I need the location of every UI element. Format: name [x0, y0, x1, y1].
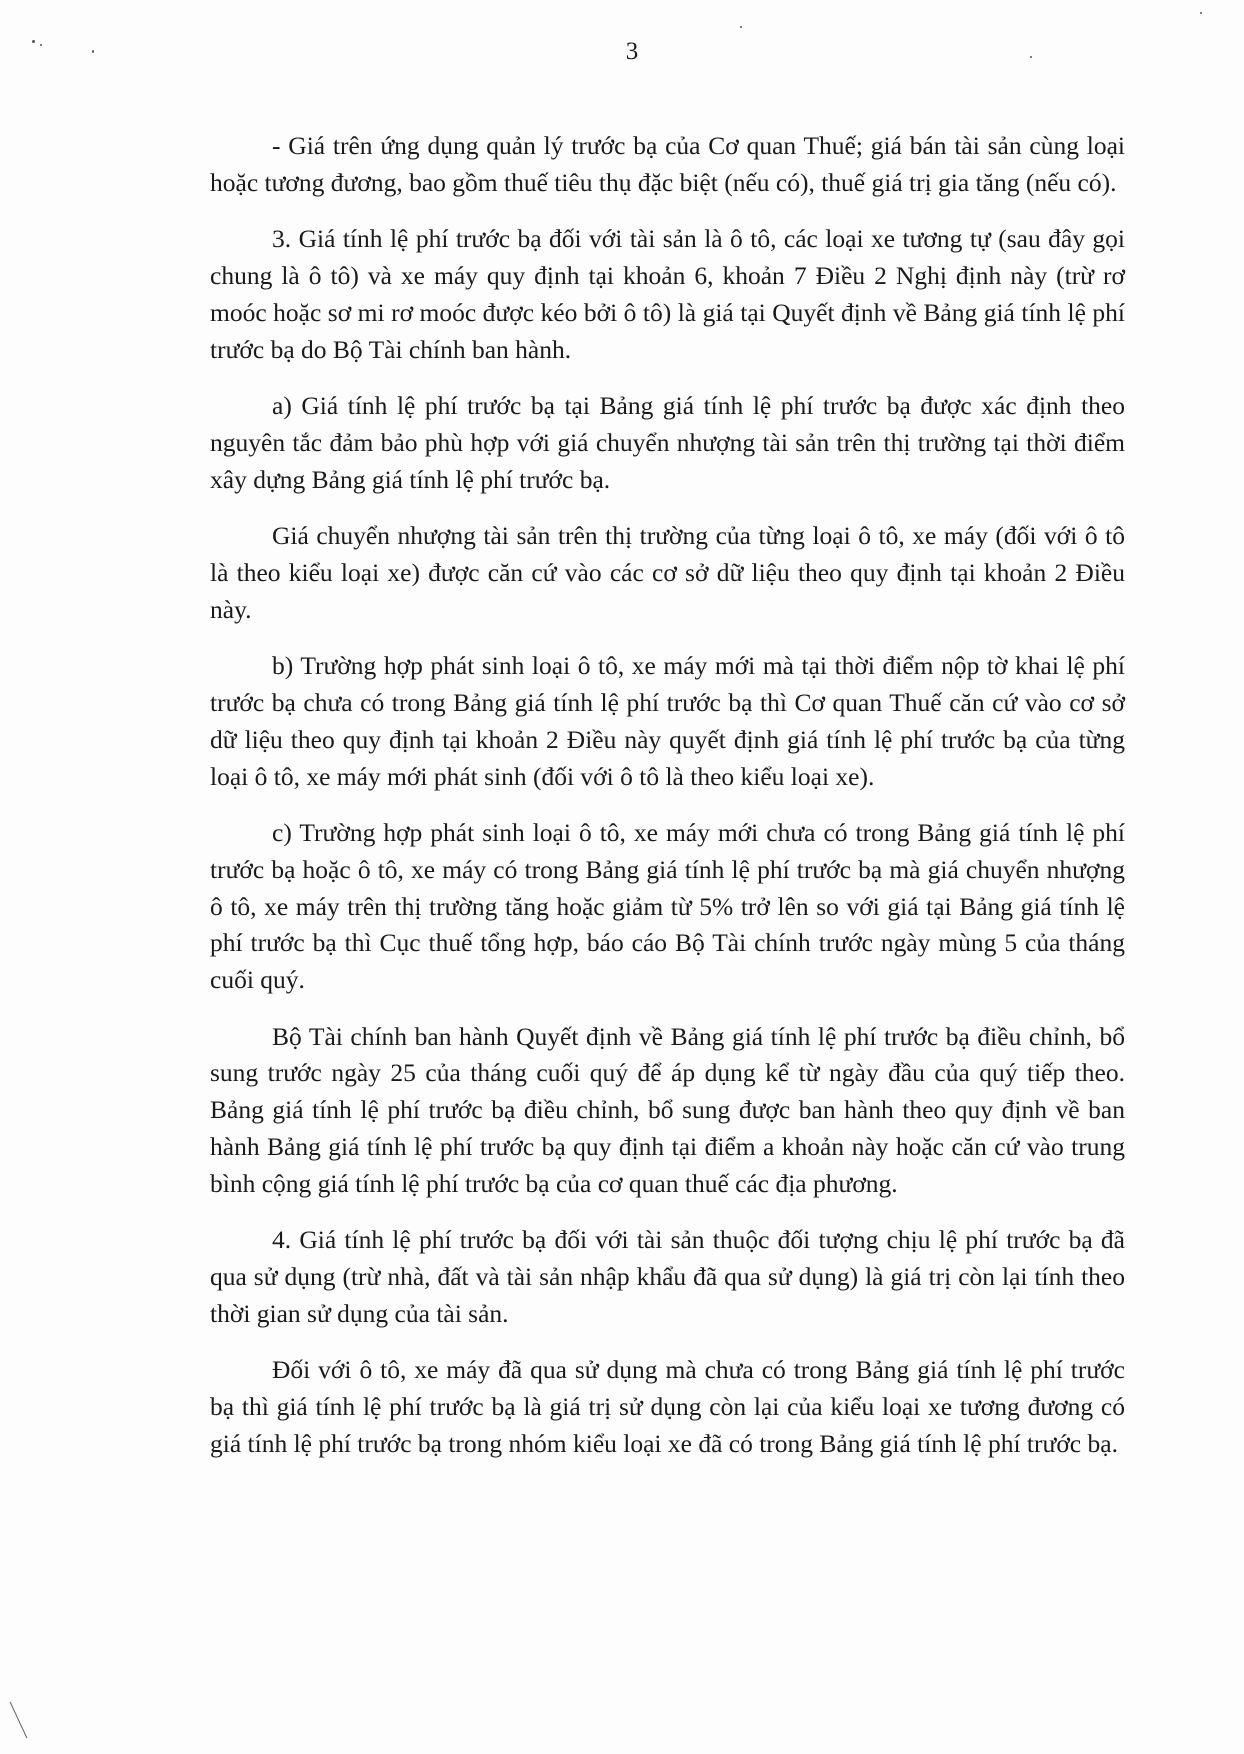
scan-mark [10, 1702, 28, 1739]
paragraph-clause-3c: c) Trường hợp phát sinh loại ô tô, xe máy mới chưa có trong Bảng giá tính lệ phí trước bạ hoặc ô tô, xe máy có trong Bảng giá tính lệ phí trước bạ mà giá chuyển nhượng ô tô, xe máy trên thị trường tăng hoặc giảm từ 5% trở lên so với giá tại Bảng giá tính lệ phí trước bạ thì Cục thuế tổng hợp, báo cáo Bộ Tài chính trước ngày mùng 5 của tháng cuối quý. [210, 818, 1125, 995]
scan-speck [740, 26, 742, 28]
paragraph-clause-3b: b) Trường hợp phát sinh loại ô tô, xe máy mới mà tại thời điểm nộp tờ khai lệ phí trước bạ chưa có trong Bảng giá tính lệ phí trước bạ thì Cơ quan Thuế căn cứ vào cơ sở dữ liệu theo quy định tại khoản 2 Điều này quyết định giá tính lệ phí trước bạ của từng loại ô tô, xe máy mới phát sinh (đối với ô tô là theo kiểu loại xe). [210, 651, 1125, 791]
paragraph-ministry-decision: Bộ Tài chính ban hành Quyết định về Bảng giá tính lệ phí trước bạ điều chỉnh, bổ sung trước ngày 25 của tháng cuối quý để áp dụng kể từ ngày đầu của quý tiếp theo. Bảng giá tính lệ phí trước bạ điều chỉnh, bổ sung được ban hành theo quy định về ban hành Bảng giá tính lệ phí trước bạ quy định tại điểm a khoản này hoặc căn cứ vào trung bình cộng giá tính lệ phí trước bạ của cơ quan thuế các địa phương. [210, 1021, 1125, 1198]
paragraph-clause-3: 3. Giá tính lệ phí trước bạ đối với tài sản là ô tô, các loại xe tương tự (sau đây gọi chung là ô tô) và xe máy quy định tại khoản 6, khoản 7 Điều 2 Nghị định này (trừ rơ moóc hoặc sơ mi rơ moóc được kéo bởi ô tô) là giá tại Quyết định về Bảng giá tính lệ phí trước bạ do Bộ Tài chính ban hành. [210, 224, 1125, 364]
paragraph-price-on-tax-app: - Giá trên ứng dụng quản lý trước bạ của Cơ quan Thuế; giá bán tài sản cùng loại hoặc tương đương, bao gồm thuế tiêu thụ đặc biệt (nếu có), thuế giá trị gia tăng (nếu có). [210, 131, 1125, 197]
paragraph-used-vehicles: Đối với ô tô, xe máy đã qua sử dụng mà chưa có trong Bảng giá tính lệ phí trước bạ thì giá tính lệ phí trước bạ là giá trị sử dụng còn lại của kiểu loại xe tương đương có giá tính lệ phí trước bạ trong nhóm kiểu loại xe đã có trong Bảng giá tính lệ phí trước bạ. [210, 1355, 1125, 1458]
scan-speck [1200, 12, 1202, 14]
document-body [210, 128, 1125, 1483]
paragraph-clause-4: 4. Giá tính lệ phí trước bạ đối với tài sản thuộc đối tượng chịu lệ phí trước bạ đã qua sử dụng (trừ nhà, đất và tài sản nhập khẩu đã qua sử dụng) là giá trị còn lại tính theo thời gian sử dụng của tài sản. [210, 1225, 1125, 1328]
paragraph-market-transfer-price: Giá chuyển nhượng tài sản trên thị trường của từng loại ô tô, xe máy (đối với ô tô là theo kiểu loại xe) được căn cứ vào các cơ sở dữ liệu theo quy định tại khoản 2 Điều này. [210, 521, 1125, 624]
paragraph-clause-3a: a) Giá tính lệ phí trước bạ tại Bảng giá tính lệ phí trước bạ được xác định theo nguyên tắc đảm bảo phù hợp với giá chuyển nhượng tài sản trên thị trường tại thời điểm xây dựng Bảng giá tính lệ phí trước bạ. [210, 391, 1125, 494]
page-number: 3 [625, 38, 639, 65]
